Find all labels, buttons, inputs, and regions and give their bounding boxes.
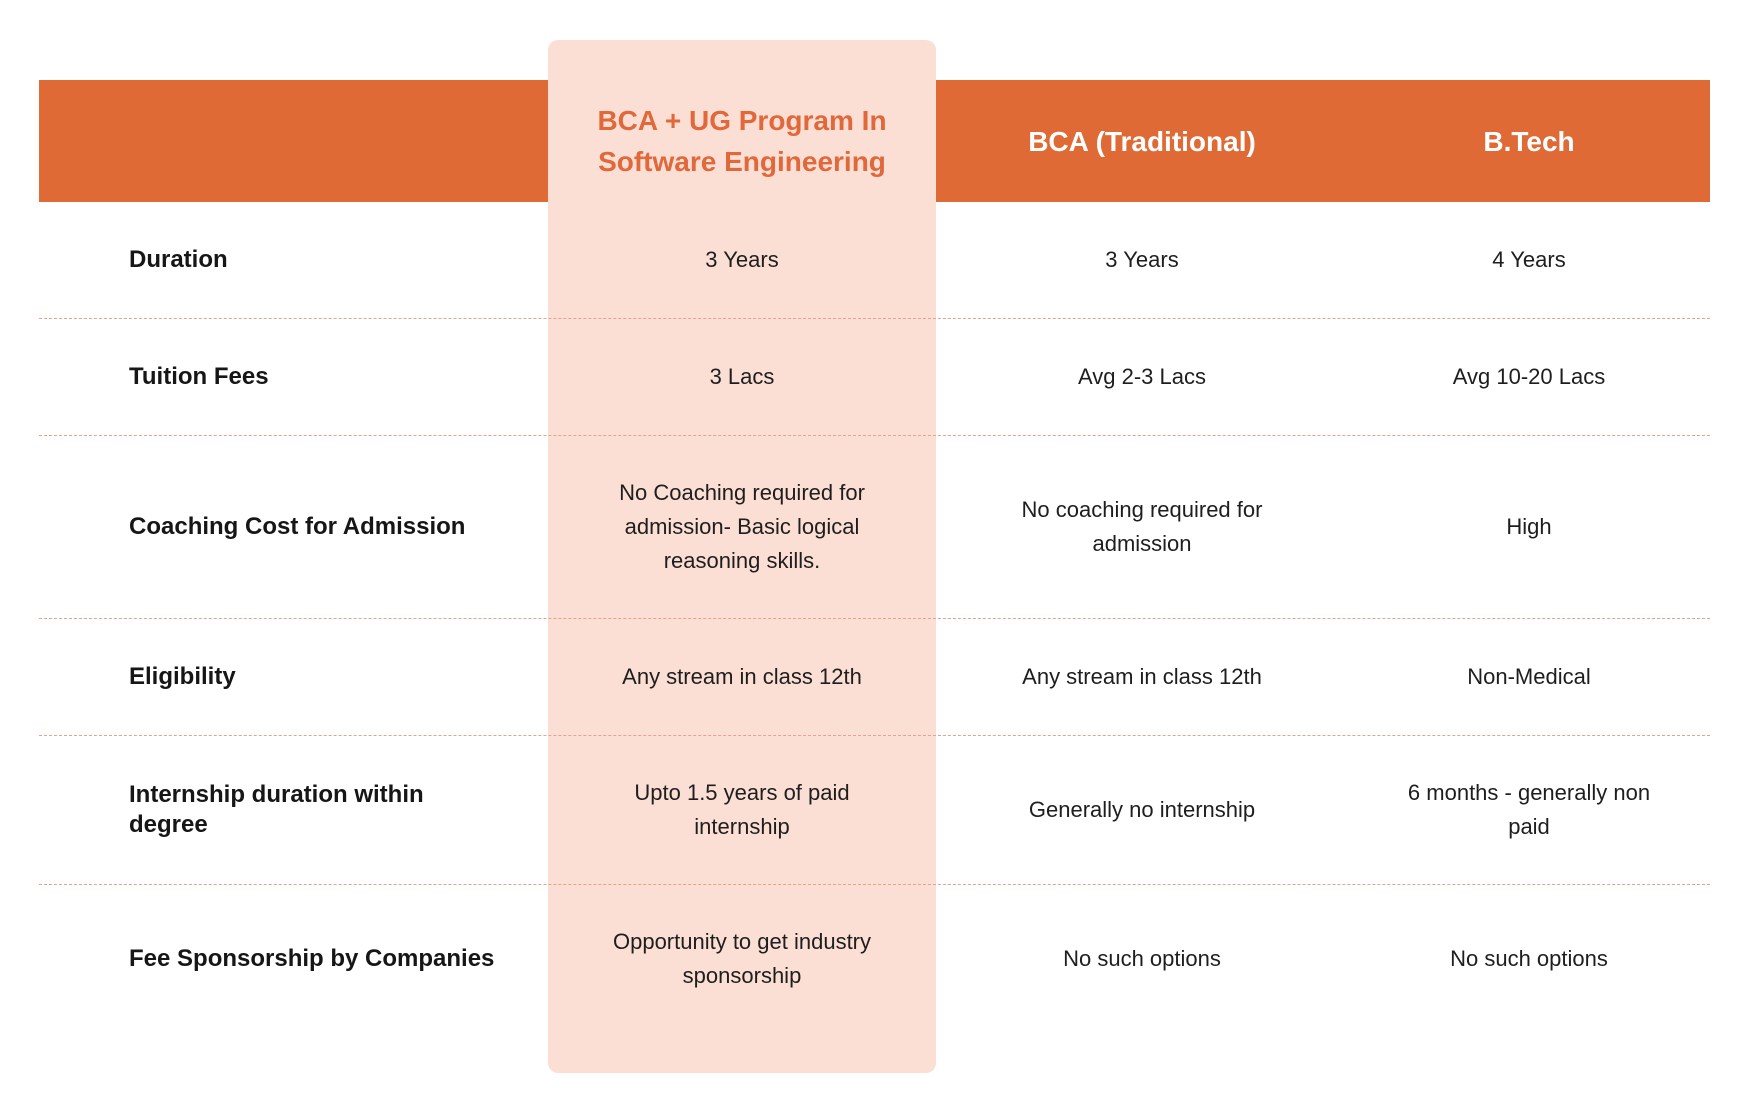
row-label: Coaching Cost for Admission — [129, 512, 466, 540]
cell-bca-traditional: Generally no internship — [1028, 796, 1256, 822]
cell-bca-ug: 3 Years — [705, 247, 779, 272]
cell-bca-traditional: No coaching required for admission — [1021, 496, 1263, 556]
row-label: Duration — [129, 246, 228, 273]
row-label: Tuition Fees — [129, 362, 269, 390]
table-row-coaching-cost — [39, 435, 1710, 618]
cell-bca-traditional: No such options — [1063, 946, 1221, 971]
table-row-fee-sponsorship — [39, 884, 1710, 1034]
cell-btech: Avg 10-20 Lacs — [1452, 363, 1606, 389]
header-bca-traditional: BCA (Traditional) — [1028, 125, 1256, 157]
cell-btech: 4 Years — [1492, 247, 1566, 272]
table-row-internship-duration — [39, 735, 1710, 884]
table-row-duration — [39, 202, 1710, 318]
header-bca-ug-program: BCA + UG Program In Software Engineering — [597, 105, 887, 177]
cell-bca-ug: Opportunity to get industry sponsorship — [612, 929, 872, 988]
cell-bca-ug: No Coaching required for admission- Basic logical reasoning skills. — [619, 479, 865, 573]
cell-btech: No such options — [1450, 946, 1608, 971]
cell-btech: Non-Medical — [1467, 663, 1591, 689]
cell-btech: High — [1506, 513, 1552, 539]
row-label: Internship duration within degree — [129, 780, 424, 838]
cell-bca-traditional: Avg 2-3 Lacs — [1077, 363, 1206, 389]
row-label: Eligibility — [129, 662, 236, 690]
comparison-table — [39, 40, 1710, 1073]
cell-bca-ug: Upto 1.5 years of paid internship — [634, 779, 850, 839]
cell-bca-traditional: Any stream in class 12th — [1022, 663, 1262, 689]
cell-bca-traditional: 3 Years — [1105, 247, 1179, 272]
cell-bca-ug: 3 Lacs — [709, 363, 775, 389]
cell-btech: 6 months - generally non paid — [1407, 779, 1651, 839]
cell-bca-ug: Any stream in class 12th — [622, 663, 862, 689]
table-row-tuition-fees — [39, 318, 1710, 435]
row-label: Fee Sponsorship by Companies — [129, 945, 495, 972]
header-btech: B.Tech — [1483, 125, 1575, 157]
table-row-eligibility — [39, 618, 1710, 735]
